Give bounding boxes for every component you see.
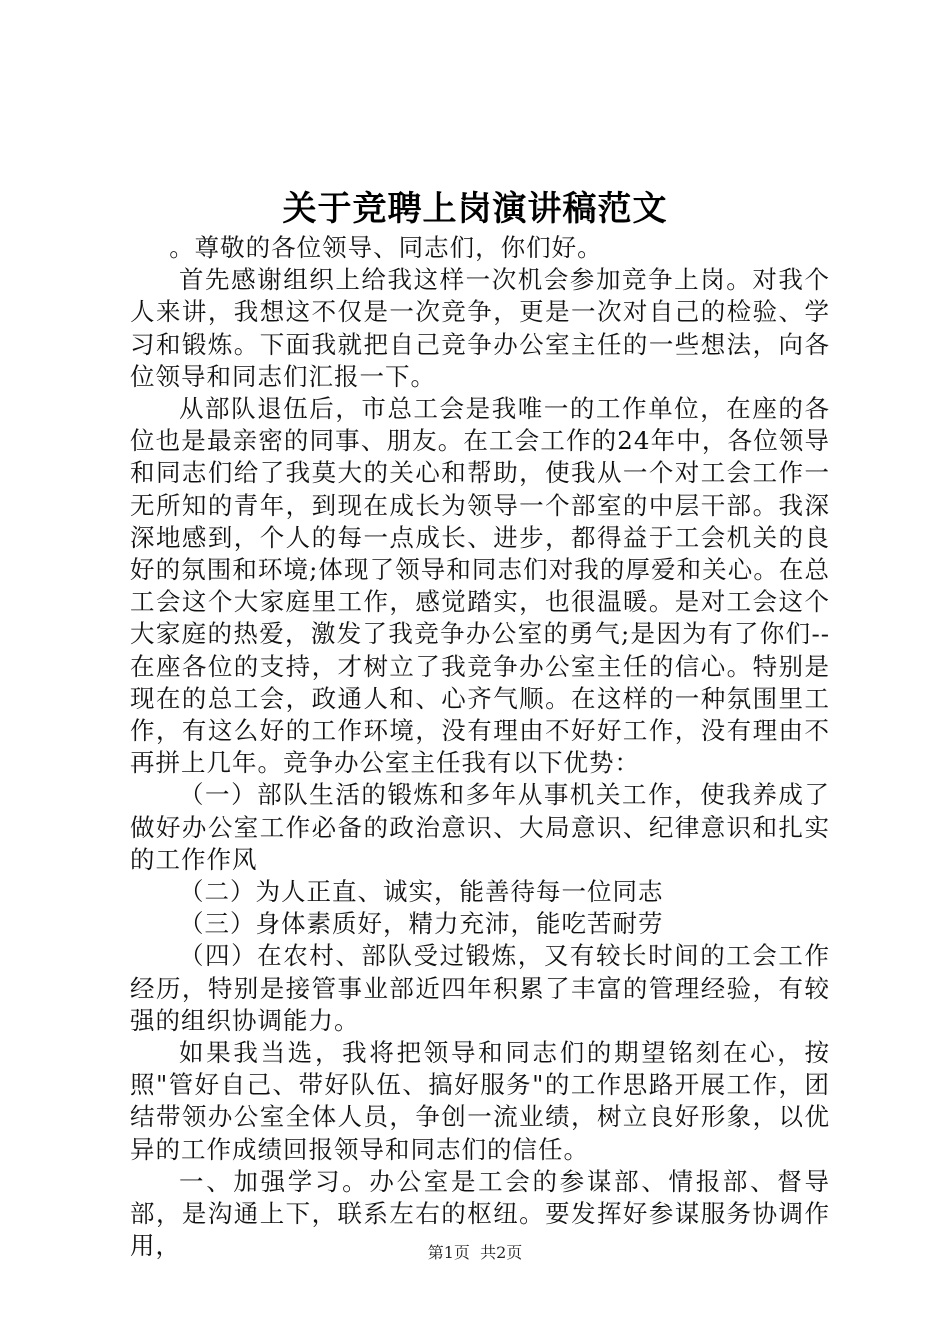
paragraph-advantage-2: （二）为人正直、诚实，能善待每一位同志 <box>179 877 664 907</box>
page-number: 第1页 <box>427 1243 470 1262</box>
document-body <box>130 232 830 1263</box>
page-footer <box>0 1242 950 1264</box>
paragraph-plan-1: 一、加强学习。办公室是工会的参谋部、情报部、督导部，是沟通上下，联系左右的枢纽。要发挥好参谋服务协调作用， <box>130 1166 830 1261</box>
paragraph-advantage-1: （一）部队生活的锻炼和多年从事机关工作，使我养成了做好办公室工作必备的政治意识、大局意识、纪律意识和扎实的工作作风 <box>130 780 830 874</box>
document-title: 关于竞聘上岗演讲稿范文 <box>282 189 668 229</box>
footer-separator <box>470 1243 480 1262</box>
paragraph-advantage-4: （四）在农村、部队受过锻炼，又有较长时间的工会工作经历，特别是接管事业部近四年积累了丰富的管理经验，有较强的组织协调能力。 <box>130 941 830 1035</box>
paragraph-greeting: 。尊敬的各位领导、同志们，你们好。 <box>169 233 603 262</box>
paragraph-background: 从部队退伍后，市总工会是我唯一的工作单位，在座的各位也是最亲密的同事、朋友。在工会工作的24年中，各位领导和同志们给了我莫大的关心和帮助，使我从一个对工会工作一无所知的青年，到现在成长为领导一个部室的中层干部。我深深地感到，个人的每一点成长、进步，都得益于工会机关的良好的氛围和环境;体现了领导和同志们对我的厚爱和关心。在总工会这个大家庭里工作，感觉踏实，也很温暖。是对工会这个大家庭的热爱，激发了我竞争办公室的勇气;是因为有了你们--在座各位的支持，才树立了我竞争办公室主任的信心。特别是现在的总工会，政通人和、心齐气顺。在这样的一种氛围里工作，有这么好的工作环境，没有理由不好好工作，没有理由不再拼上几年。竞争办公室主任我有以下优势： <box>130 394 830 778</box>
paragraph-commitment: 如果我当选，我将把领导和同志们的期望铭刻在心，按照"管好自己、带好队伍、搞好服务"的工作思路开展工作，团结带领办公室全体人员，争创一流业绩，树立良好形象，以优异的工作成绩回报领导和同志们的信任。 <box>130 1038 830 1164</box>
paragraph-opening: 首先感谢组织上给我这样一次机会参加竞争上岗。对我个人来讲，我想这不仅是一次竞争，更是一次对自己的检验、学习和锻炼。下面我就把自己竞争办公室主任的一些想法，向各位领导和同志们汇报一下。 <box>130 265 830 391</box>
paragraph-advantage-3: （三）身体素质好，精力充沛，能吃苦耐劳 <box>179 909 664 939</box>
page-total: 共2页 <box>480 1243 523 1262</box>
